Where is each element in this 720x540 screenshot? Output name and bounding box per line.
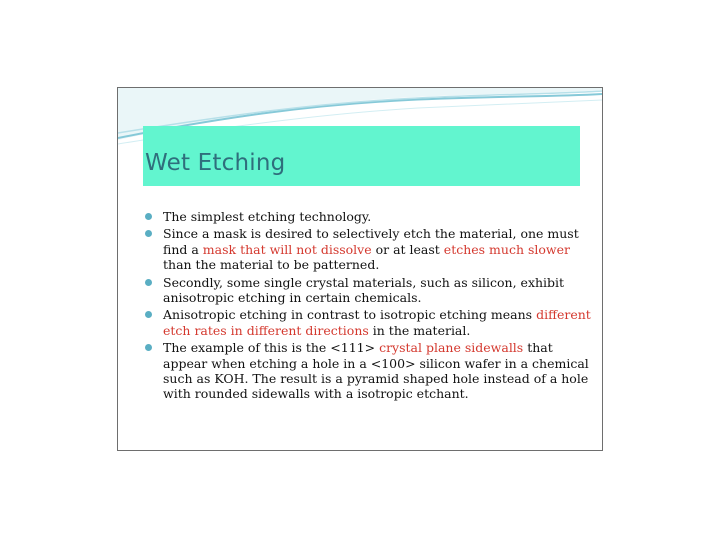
bullet-dot-icon <box>145 344 152 351</box>
bullet-text: that appear when etching a hole in a <100> silicon wafer in a chemical such as KOH. The result is a pyramid shaped hole instead of a hole with rounded sidewalls with a isotropic etchant. <box>163 340 589 402</box>
bullet-text: in the material. <box>368 322 471 338</box>
highlighted-text: mask that will not dissolve <box>202 241 372 257</box>
bullet-text: Secondly, some single crystal materials, such as silicon, exhibit anisotropic etching in certain chemicals. <box>163 274 565 306</box>
bullet-text: than the material to be patterned. <box>163 257 380 273</box>
bullet-text: Since a mask is desired to selectively etch the material, one must find a <box>163 226 579 257</box>
bullet-item <box>144 307 594 338</box>
title-band <box>143 126 580 186</box>
slide-title: Wet Etching <box>145 150 286 176</box>
highlighted-text: crystal plane sidewalls <box>379 340 524 356</box>
bullet-item <box>144 340 594 402</box>
bullet-list <box>144 209 594 404</box>
bullet-dot-icon <box>145 230 152 237</box>
bullet-dot-icon <box>145 311 152 318</box>
bullet-dot-icon <box>145 279 152 286</box>
bullet-item <box>144 275 594 306</box>
highlighted-text: different etch rates in different directions <box>163 307 591 338</box>
highlighted-text: etches much slower <box>443 241 570 257</box>
bullet-text: The simplest etching technology. <box>163 209 372 224</box>
bullet-dot-icon <box>145 213 152 220</box>
bullet-text: The example of this is the <111> <box>163 340 380 356</box>
bullet-text: Anisotropic etching in contrast to isotropic etching means <box>163 307 537 323</box>
bullet-text: or at least <box>371 241 444 257</box>
slide <box>117 87 603 451</box>
bullet-item <box>144 226 594 272</box>
bullet-item <box>144 209 594 224</box>
